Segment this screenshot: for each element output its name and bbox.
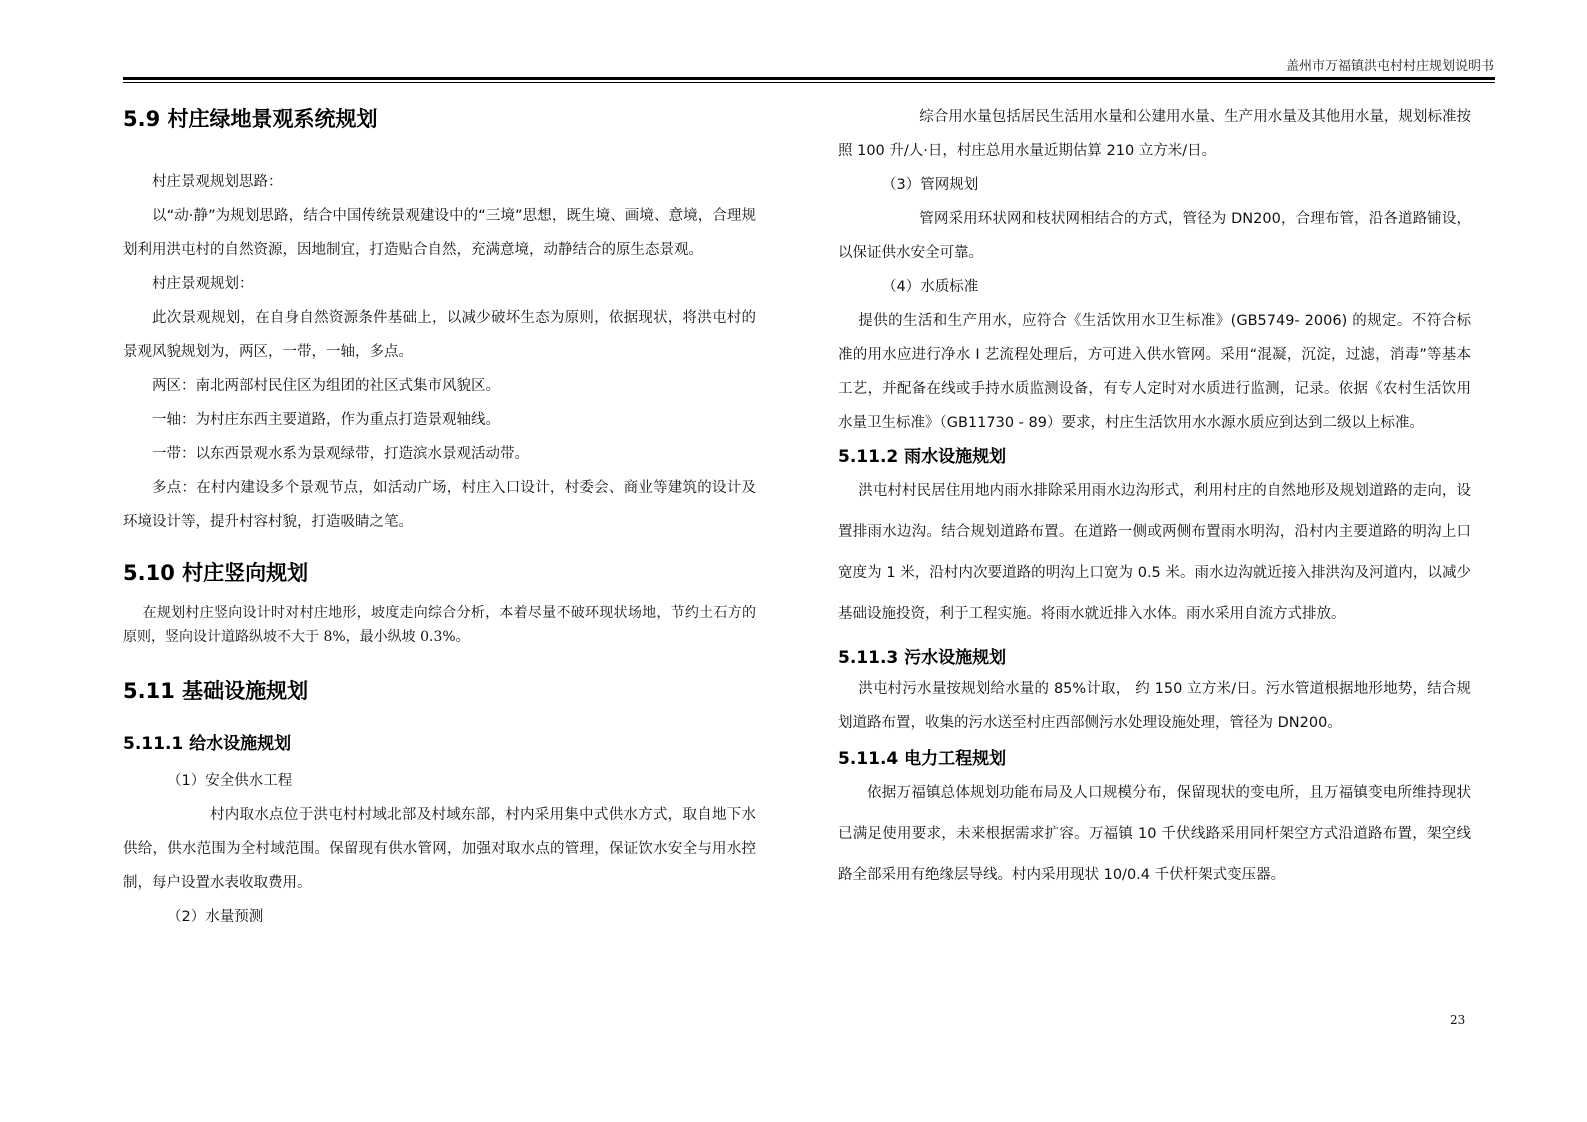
paragraph: 依据万福镇总体规划功能布局及人口规模分布，保留现状的变电所，且万福镇变电所维持现状已满足使用要求，未来根据需求扩容。万福镇 10 千伏线路采用同杆架空方式沿道路布置，架空线路全部采用有绝缘层导线。村内采用现状 10/0.4 千伏杆架式变压器。 xyxy=(838,785,1471,883)
subsection-label: （4）水质标准 xyxy=(882,279,979,295)
paragraph: 提供的生活和生产用水，应符合《生活饮用水卫生标准》(GB5749- 2006) 的规定。不符合标准的用水应进行净水 Ⅰ 艺流程处理后，方可进入供水管网。采用“混凝，沉淀，过滤，消毒”等基本工艺，并配备在线或手持水质监测设备，有专人定时对水质进行监测，记录。依据《农村生活饮用水量卫生标准》（GB11730 - 89）要求，村庄生活饮用水水源水质应到达到二级以上标准。 xyxy=(838,313,1471,431)
subsection-label: （3）管网规划 xyxy=(882,177,979,193)
paragraph: 两区：南北两部村民住区为组团的社区式集市风貌区。 xyxy=(152,378,500,394)
header-rule-thin xyxy=(123,82,1495,83)
paragraph: 洪屯村污水量按规划给水量的 85%计取， 约 150 立方米/日。污水管道根据地形地势，结合规划道路布置，收集的污水送至村庄西部侧污水处理设施处理，管径为 DN200。 xyxy=(838,681,1471,731)
paragraph: 此次景观规划，在自身自然资源条件基础上，以减少破坏生态为原则，依据现状，将洪屯村的景观风貌规划为，两区，一带，一轴，多点。 xyxy=(123,310,756,360)
page-number: 23 xyxy=(1450,1013,1466,1027)
heading-5-11-2: 5.11.2 雨水设施规划 xyxy=(838,447,1007,467)
heading-5-11: 5.11 基础设施规划 xyxy=(123,679,309,703)
paragraph: 一轴：为村庄东西主要道路，作为重点打造景观轴线。 xyxy=(152,412,500,428)
document-title: 盖州市万福镇洪屯村村庄规划说明书 xyxy=(1285,59,1494,74)
right-column xyxy=(838,100,1471,896)
heading-5-10: 5.10 村庄竖向规划 xyxy=(123,561,309,585)
subsection-label: （1）安全供水工程 xyxy=(167,773,293,789)
paragraph: 洪屯村村民居住用地内雨水排除采用雨水边沟形式，利用村庄的自然地形及规划道路的走向，设置排雨水边沟。结合规划道路布置。在道路一侧或两侧布置雨水明沟，沿村内主要道路的明沟上口宽度为 1 米，沿村内次要道路的明沟上口宽为 0.5 米。雨水边沟就近接入排洪沟及河道内，以减少基础设施投资，利于工程实施。将雨水就近排入水体。雨水采用自流方式排放。 xyxy=(838,483,1471,622)
paragraph: 以“动·静”为规划思路，结合中国传统景观建设中的“三境”思想，既生境、画境、意境，合理规划利用洪屯村的自然资源，因地制宜，打造贴合自然，充满意境，动静结合的原生态景观。 xyxy=(123,208,756,258)
heading-5-11-3: 5.11.3 污水设施规划 xyxy=(838,648,1007,668)
paragraph: 管网采用环状网和枝状网相结合的方式，管径为 DN200，合理布管，沿各道路铺设，以保证供水安全可靠。 xyxy=(838,211,1471,261)
paragraph: 多点：在村内建设多个景观节点，如活动广场，村庄入口设计，村委会、商业等建筑的设计及环境设计等，提升村容村貌，打造吸睛之笔。 xyxy=(123,480,756,530)
heading-5-11-1: 5.11.1 给水设施规划 xyxy=(123,734,292,754)
paragraph: 村内取水点位于洪屯村村域北部及村域东部，村内采用集中式供水方式，取自地下水供给，供水范围为全村域范围。保留现有供水管网，加强对取水点的管理，保证饮水安全与用水控制，每户设置水表收取费用。 xyxy=(123,807,756,891)
paragraph: 综合用水量包括居民生活用水量和公建用水量、生产用水量及其他用水量，规划标准按照 100 升/人·日，村庄总用水量近期估算 210 立方米/日。 xyxy=(838,109,1471,159)
header-rule-thick xyxy=(123,77,1495,80)
subsection-label: （2）水量预测 xyxy=(167,909,264,925)
paragraph: 在规划村庄竖向设计时对村庄地形，坡度走向综合分析，本着尽量不破环现状场地，节约土石方的原则，竖向设计道路纵坡不大于 8%，最小纵坡 0.3%。 xyxy=(123,605,756,645)
left-column xyxy=(123,100,756,934)
heading-5-9: 5.9 村庄绿地景观系统规划 xyxy=(123,107,378,131)
paragraph: 一带：以东西景观水系为景观绿带，打造滨水景观活动带。 xyxy=(152,446,529,462)
paragraph: 村庄景观规划： xyxy=(152,276,254,292)
heading-5-11-4: 5.11.4 电力工程规划 xyxy=(838,749,1007,769)
paragraph: 村庄景观规划思路： xyxy=(152,174,283,190)
